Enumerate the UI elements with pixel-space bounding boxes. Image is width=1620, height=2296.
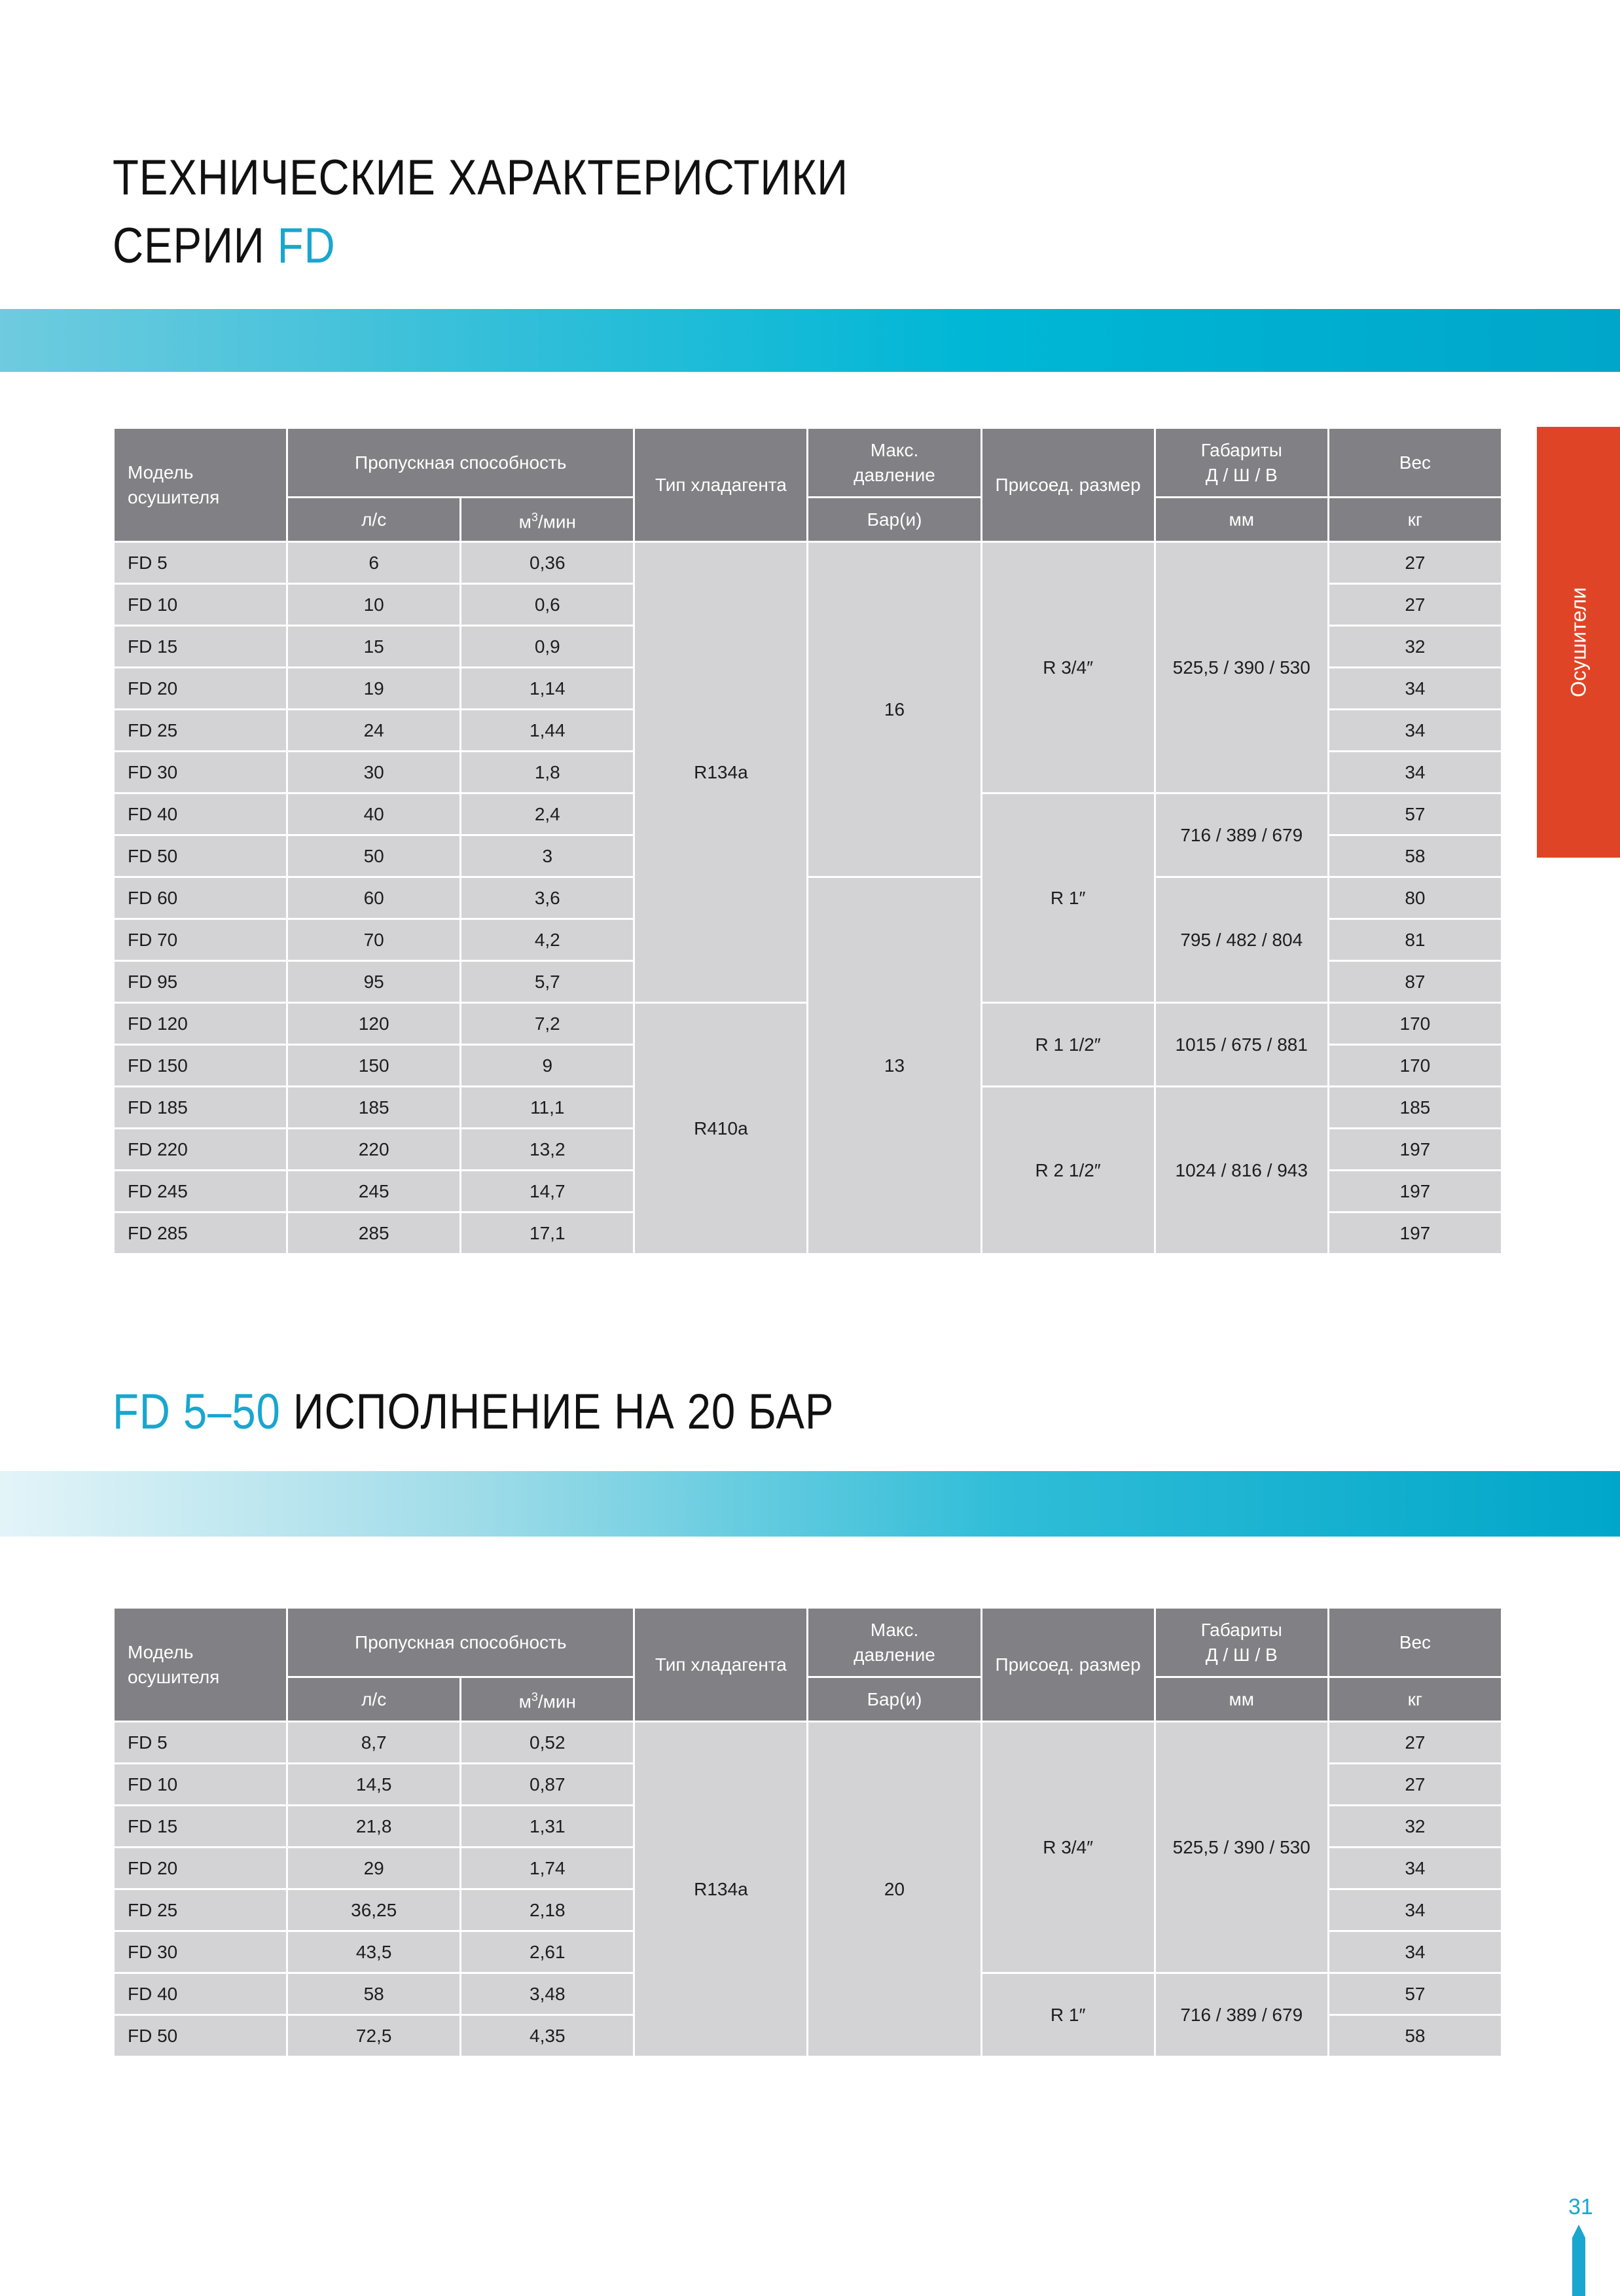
cell-ls: 29 bbox=[287, 1848, 461, 1889]
header-dimensions: Габариты Д / Ш / В bbox=[1155, 428, 1328, 498]
cell-ls: 70 bbox=[287, 919, 461, 961]
cell-m3: 0,9 bbox=[461, 626, 634, 668]
cell-model: FD 150 bbox=[114, 1045, 287, 1087]
cell-model: FD 40 bbox=[114, 1973, 287, 2015]
header-connection: Присоед. размер bbox=[981, 1608, 1155, 1722]
cell-ls: 245 bbox=[287, 1171, 461, 1212]
cell-weight: 34 bbox=[1328, 1848, 1502, 1889]
cell-weight: 197 bbox=[1328, 1129, 1502, 1171]
cell-weight: 32 bbox=[1328, 1806, 1502, 1848]
table-row bbox=[114, 542, 1502, 584]
cell-model: FD 15 bbox=[114, 626, 287, 668]
cell-ls: 14,5 bbox=[287, 1764, 461, 1806]
cell-m3: 5,7 bbox=[461, 961, 634, 1003]
cell-ls: 43,5 bbox=[287, 1931, 461, 1973]
cell-m3: 3 bbox=[461, 835, 634, 877]
cell-ls: 19 bbox=[287, 668, 461, 710]
header-max-pressure: Макс. давление bbox=[808, 1608, 981, 1677]
cell-model: FD 10 bbox=[114, 584, 287, 626]
cell-ls: 6 bbox=[287, 542, 461, 584]
cell-model: FD 50 bbox=[114, 2015, 287, 2057]
cell-dimensions: 795 / 482 / 804 bbox=[1155, 877, 1328, 1003]
cell-model: FD 50 bbox=[114, 835, 287, 877]
side-tab-section bbox=[1537, 427, 1620, 858]
cell-dimensions: 716 / 389 / 679 bbox=[1155, 793, 1328, 877]
cell-ls: 72,5 bbox=[287, 2015, 461, 2057]
cell-pressure: 20 bbox=[808, 1722, 981, 2057]
cell-weight: 32 bbox=[1328, 626, 1502, 668]
table-row bbox=[114, 877, 1502, 919]
unit-mm: мм bbox=[1155, 1677, 1328, 1722]
cell-model: FD 10 bbox=[114, 1764, 287, 1806]
cell-ls: 36,25 bbox=[287, 1889, 461, 1931]
cell-ls: 30 bbox=[287, 752, 461, 793]
cell-weight: 87 bbox=[1328, 961, 1502, 1003]
cell-model: FD 285 bbox=[114, 1212, 287, 1254]
cell-ls: 50 bbox=[287, 835, 461, 877]
section-title-20bar bbox=[113, 1378, 834, 1446]
unit-m3: $м^3$/мин bbox=[461, 498, 634, 542]
cell-ls: 15 bbox=[287, 626, 461, 668]
cell-model: FD 120 bbox=[114, 1003, 287, 1045]
cell-m3: 7,2 bbox=[461, 1003, 634, 1045]
cell-m3: 1,44 bbox=[461, 710, 634, 752]
spec-table-20bar bbox=[113, 1607, 1503, 2058]
table-row bbox=[114, 1722, 1502, 1764]
cell-weight: 34 bbox=[1328, 752, 1502, 793]
header-band-2 bbox=[0, 1471, 1620, 1537]
header-weight: Вес bbox=[1328, 428, 1502, 498]
page-marker-arrow bbox=[1572, 2225, 1585, 2238]
cell-refrigerant: R410a bbox=[634, 1003, 808, 1254]
header-refrigerant: Тип хладагента bbox=[634, 428, 808, 542]
section-title-rest: ИСПОЛНЕНИЕ НА 20 БАР bbox=[280, 1384, 835, 1440]
cell-m3: 3,6 bbox=[461, 877, 634, 919]
cell-m3: 1,74 bbox=[461, 1848, 634, 1889]
cell-m3: 9 bbox=[461, 1045, 634, 1087]
cell-weight: 57 bbox=[1328, 793, 1502, 835]
cell-ls: 40 bbox=[287, 793, 461, 835]
cell-weight: 185 bbox=[1328, 1087, 1502, 1129]
cell-model: FD 5 bbox=[114, 1722, 287, 1764]
cell-weight: 27 bbox=[1328, 584, 1502, 626]
cell-model: FD 20 bbox=[114, 1848, 287, 1889]
cell-ls: 185 bbox=[287, 1087, 461, 1129]
unit-ls: л/с bbox=[287, 1677, 461, 1722]
cell-weight: 170 bbox=[1328, 1045, 1502, 1087]
cell-ls: 95 bbox=[287, 961, 461, 1003]
header-band-1 bbox=[0, 309, 1620, 372]
cell-weight: 197 bbox=[1328, 1212, 1502, 1254]
cell-m3: 2,4 bbox=[461, 793, 634, 835]
cell-m3: 2,18 bbox=[461, 1889, 634, 1931]
header-capacity: Пропускная способность bbox=[287, 1608, 634, 1677]
cell-weight: 58 bbox=[1328, 835, 1502, 877]
cell-dimensions: 525,5 / 390 / 530 bbox=[1155, 542, 1328, 793]
cell-pressure: 13 bbox=[808, 877, 981, 1254]
unit-kg: кг bbox=[1328, 498, 1502, 542]
page-title-line1: ТЕХНИЧЕСКИЕ ХАРАКТЕРИСТИКИ bbox=[113, 150, 848, 206]
unit-bar: Бар(и) bbox=[808, 498, 981, 542]
cell-connection: R 1 1/2″ bbox=[981, 1003, 1155, 1087]
header-capacity: Пропускная способность bbox=[287, 428, 634, 498]
cell-ls: 285 bbox=[287, 1212, 461, 1254]
cell-ls: 150 bbox=[287, 1045, 461, 1087]
header-model: Модель осушителя bbox=[114, 1608, 287, 1722]
spec-table-main bbox=[113, 427, 1503, 1255]
side-tab-label: Осушители bbox=[1566, 587, 1590, 698]
cell-ls: 10 bbox=[287, 584, 461, 626]
cell-model: FD 30 bbox=[114, 752, 287, 793]
header-refrigerant: Тип хладагента bbox=[634, 1608, 808, 1722]
cell-pressure: 16 bbox=[808, 542, 981, 877]
cell-weight: 81 bbox=[1328, 919, 1502, 961]
cell-model: FD 25 bbox=[114, 1889, 287, 1931]
cell-m3: 1,14 bbox=[461, 668, 634, 710]
cell-m3: 3,48 bbox=[461, 1973, 634, 2015]
page-title-accent: FD bbox=[277, 218, 336, 274]
cell-connection: R 2 1/2″ bbox=[981, 1087, 1155, 1254]
cell-ls: 21,8 bbox=[287, 1806, 461, 1848]
cell-model: FD 40 bbox=[114, 793, 287, 835]
cell-dimensions: 716 / 389 / 679 bbox=[1155, 1973, 1328, 2057]
cell-dimensions: 525,5 / 390 / 530 bbox=[1155, 1722, 1328, 1973]
cell-m3: 0,6 bbox=[461, 584, 634, 626]
cell-m3: 4,2 bbox=[461, 919, 634, 961]
cell-weight: 58 bbox=[1328, 2015, 1502, 2057]
cell-ls: 58 bbox=[287, 1973, 461, 2015]
cell-weight: 34 bbox=[1328, 668, 1502, 710]
cell-m3: 1,8 bbox=[461, 752, 634, 793]
cell-dimensions: 1024 / 816 / 943 bbox=[1155, 1087, 1328, 1254]
cell-model: FD 185 bbox=[114, 1087, 287, 1129]
cell-connection: R 3/4″ bbox=[981, 542, 1155, 793]
page-number: 31 bbox=[1568, 2195, 1593, 2219]
header-weight: Вес bbox=[1328, 1608, 1502, 1677]
cell-m3: 0,87 bbox=[461, 1764, 634, 1806]
cell-dimensions: 1015 / 675 / 881 bbox=[1155, 1003, 1328, 1087]
cell-weight: 34 bbox=[1328, 1931, 1502, 1973]
unit-ls: л/с bbox=[287, 498, 461, 542]
cell-connection: R 1″ bbox=[981, 1973, 1155, 2057]
page-title bbox=[113, 144, 848, 280]
cell-refrigerant: R134a bbox=[634, 1722, 808, 2057]
cell-m3: 4,35 bbox=[461, 2015, 634, 2057]
cell-weight: 170 bbox=[1328, 1003, 1502, 1045]
cell-m3: 17,1 bbox=[461, 1212, 634, 1254]
cell-m3: 14,7 bbox=[461, 1171, 634, 1212]
header-model: Модель осушителя bbox=[114, 428, 287, 542]
cell-m3: 0,52 bbox=[461, 1722, 634, 1764]
cell-m3: 13,2 bbox=[461, 1129, 634, 1171]
cell-m3: 1,31 bbox=[461, 1806, 634, 1848]
unit-m3: $м^3$/мин bbox=[461, 1677, 634, 1722]
header-max-pressure: Макс. давление bbox=[808, 428, 981, 498]
section-title-accent: FD 5–50 bbox=[113, 1384, 281, 1440]
cell-weight: 27 bbox=[1328, 542, 1502, 584]
cell-m3: 0,36 bbox=[461, 542, 634, 584]
unit-mm: мм bbox=[1155, 498, 1328, 542]
header-dimensions: Габариты Д / Ш / В bbox=[1155, 1608, 1328, 1677]
header-connection: Присоед. размер bbox=[981, 428, 1155, 542]
cell-ls: 120 bbox=[287, 1003, 461, 1045]
cell-ls: 220 bbox=[287, 1129, 461, 1171]
cell-m3: 11,1 bbox=[461, 1087, 634, 1129]
cell-ls: 60 bbox=[287, 877, 461, 919]
cell-weight: 80 bbox=[1328, 877, 1502, 919]
page-title-line2: СЕРИИ bbox=[113, 218, 278, 274]
cell-weight: 197 bbox=[1328, 1171, 1502, 1212]
cell-model: FD 60 bbox=[114, 877, 287, 919]
cell-ls: 24 bbox=[287, 710, 461, 752]
page-marker-bar bbox=[1572, 2238, 1585, 2296]
cell-connection: R 1″ bbox=[981, 793, 1155, 1003]
cell-model: FD 245 bbox=[114, 1171, 287, 1212]
unit-kg: кг bbox=[1328, 1677, 1502, 1722]
cell-model: FD 30 bbox=[114, 1931, 287, 1973]
cell-refrigerant: R134a bbox=[634, 542, 808, 1003]
cell-m3: 2,61 bbox=[461, 1931, 634, 1973]
cell-model: FD 5 bbox=[114, 542, 287, 584]
cell-model: FD 95 bbox=[114, 961, 287, 1003]
cell-model: FD 15 bbox=[114, 1806, 287, 1848]
cell-connection: R 3/4″ bbox=[981, 1722, 1155, 1973]
cell-weight: 57 bbox=[1328, 1973, 1502, 2015]
cell-weight: 34 bbox=[1328, 710, 1502, 752]
cell-model: FD 70 bbox=[114, 919, 287, 961]
cell-model: FD 20 bbox=[114, 668, 287, 710]
cell-weight: 27 bbox=[1328, 1722, 1502, 1764]
cell-weight: 34 bbox=[1328, 1889, 1502, 1931]
unit-bar: Бар(и) bbox=[808, 1677, 981, 1722]
cell-model: FD 25 bbox=[114, 710, 287, 752]
cell-ls: 8,7 bbox=[287, 1722, 461, 1764]
cell-model: FD 220 bbox=[114, 1129, 287, 1171]
cell-weight: 27 bbox=[1328, 1764, 1502, 1806]
